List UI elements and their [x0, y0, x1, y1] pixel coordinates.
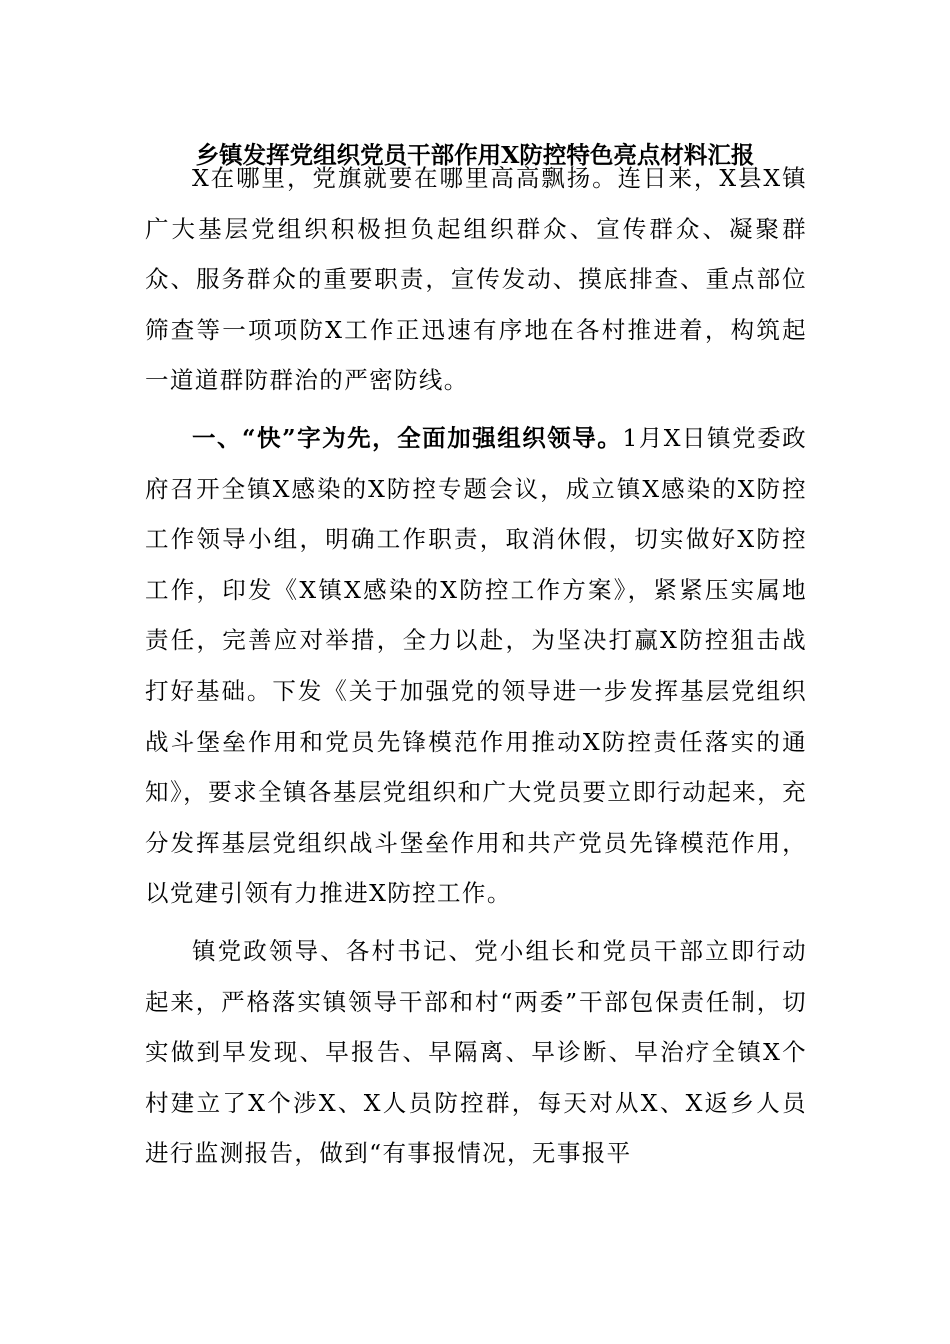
document-title: 乡镇发挥党组织党员干部作用X防控特色亮点材料汇报: [195, 141, 755, 169]
paragraph-section-one: [145, 413, 807, 919]
paragraph-text: 镇党政领导、各村书记、党小组长和党员干部立即行动起来，严格落实镇领导干部和村“两委”干部包保责任制，切实做到早发现、早报告、早隔离、早诊断、早治疗全镇X个村建立了X个涉X、X人员防控群，每天对从X、X返乡人员进行监测报告，做到“有事报情况，无事报平: [145, 936, 807, 1168]
section-heading: 一、“快”字为先，全面加强组织领导。: [192, 423, 623, 452]
document-body: [145, 153, 807, 1186]
paragraph-continuation: [145, 926, 807, 1179]
paragraph-intro: [145, 153, 807, 406]
paragraph-text: X在哪里，党旗就要在哪里高高飘扬。连日来，X县X镇广大基层党组织积极担负起组织群众、宣传群众、凝聚群众、服务群众的重要职责，宣传发动、摸底排查、重点部位筛查等一项项防X工作正迅速有序地在各村推进着，构筑起一道道群防群治的严密防线。: [145, 164, 807, 395]
paragraph-text: 1月X日镇党委政府召开全镇X感染的X防控专题会议，成立镇X感染的X防控工作领导小组，明确工作职责，取消休假，切实做好X防控工作，印发《X镇X感染的X防控工作方案》，紧紧压实属地责任，完善应对举措，全力以赴，为坚决打赢X防控狙击战打好基础。下发《关于加强党的领导进一步发挥基层党组织战斗堡垒作用和党员先锋模范作用推动X防控责任落实的通知》，要求全镇各基层党组织和广大党员要立即行动起来，充分发挥基层党组织战斗堡垒作用和共产党员先锋模范作用，以党建引领有力推进X防控工作。: [145, 423, 807, 908]
